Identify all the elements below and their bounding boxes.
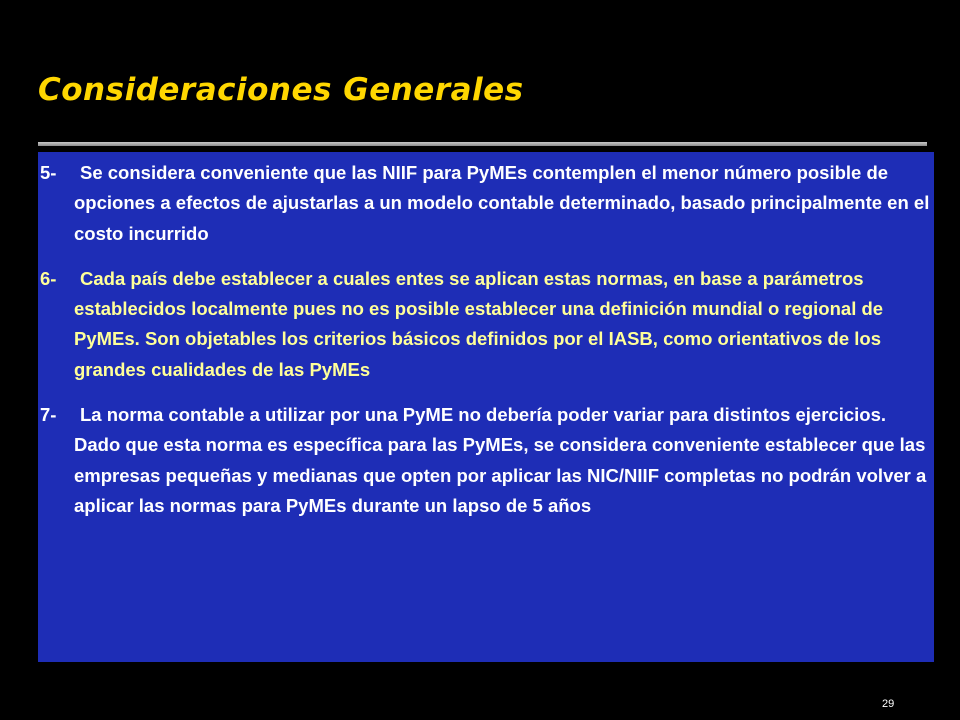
page-number: 29 bbox=[882, 698, 895, 710]
item-text: La norma contable a utilizar por una PyME no debería poder variar para distintos ejercicios. Dado que esta norma es específica para las PyMEs, se considera conveniente establecer que las empresas pequeñas y medianas que opten por aplicar las NIC/NIIF completas no podrán volver a aplicar las normas para PyMEs durante un lapso de 5 años bbox=[74, 404, 927, 516]
title-divider bbox=[38, 142, 927, 146]
list-item-6 bbox=[40, 264, 930, 385]
slide-title: Consideraciones Generales bbox=[38, 72, 524, 108]
item-number: 6- bbox=[40, 267, 57, 289]
content-box bbox=[38, 152, 934, 662]
list-item-5 bbox=[40, 158, 930, 249]
item-number: 5- bbox=[40, 162, 57, 183]
item-text: Se considera conveniente que las NIIF para PyMEs contemplen el menor número posible de opciones a efectos de ajustarlas a un modelo contable determinado, basado principalmente en el costo incurrido bbox=[74, 162, 930, 244]
item-text: Cada país debe establecer a cuales entes se aplican estas normas, en base a parámetros establecidos localmente pues no es posible establecer una definición mundial o regional de PyMEs. Son objetables los criterios básicos definidos por el IASB, como orientativos de los grandes cualidades de las PyMEs bbox=[74, 267, 884, 380]
item-number: 7- bbox=[40, 404, 57, 426]
list-item-7 bbox=[40, 400, 930, 521]
